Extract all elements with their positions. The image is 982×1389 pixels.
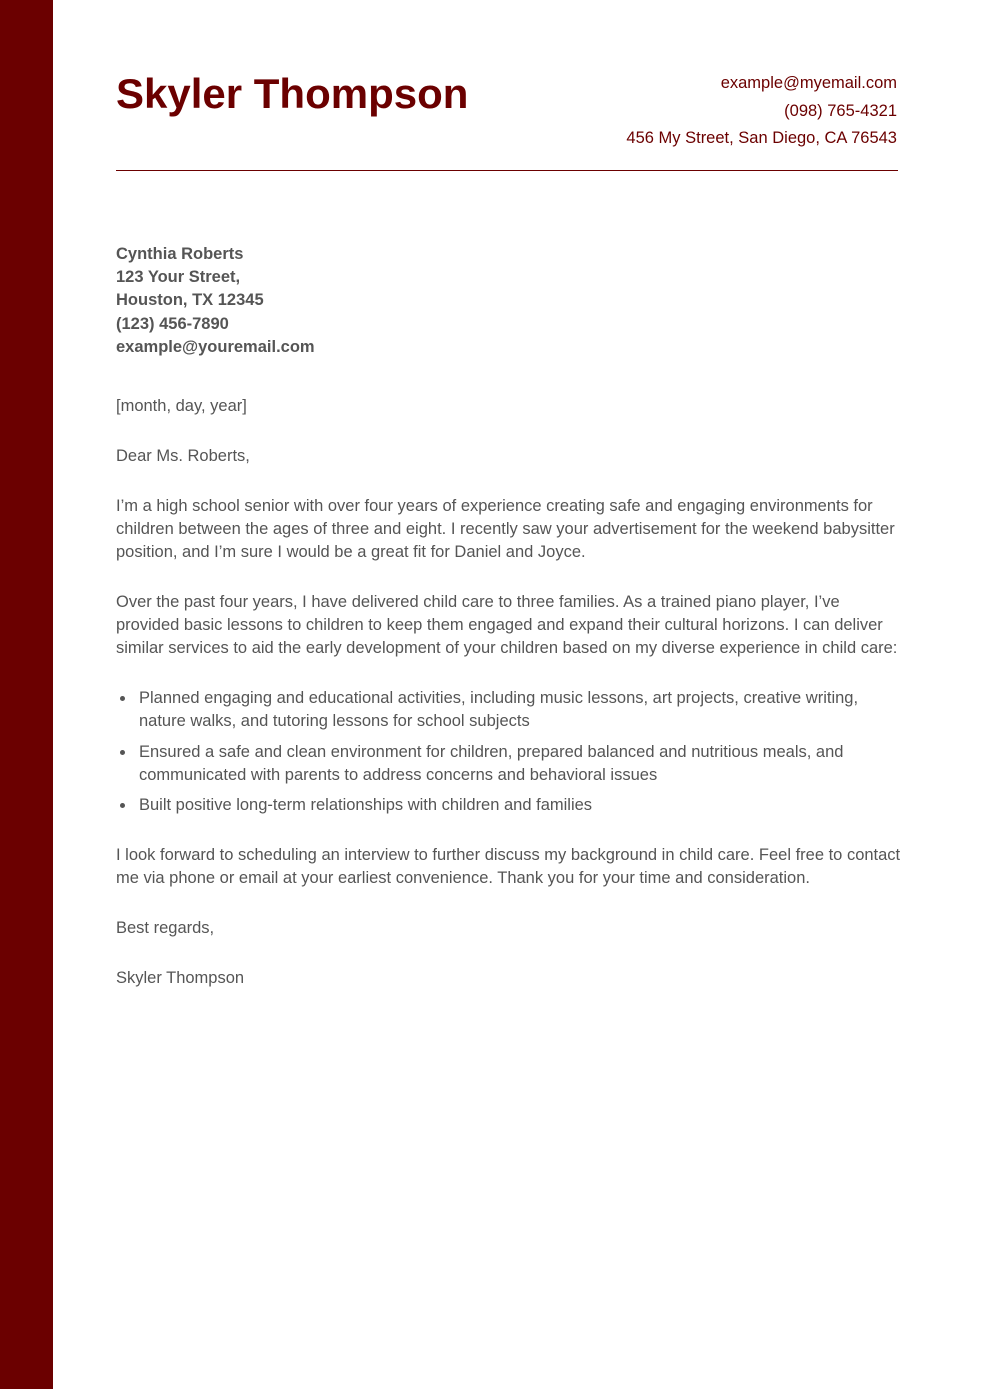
decorative-side-band — [0, 0, 53, 1389]
sender-contact-block — [626, 70, 897, 153]
letter-date: [month, day, year] — [116, 397, 247, 415]
list-item — [139, 741, 906, 787]
list-item-text: Built positive long-term relationships with children and families — [139, 796, 593, 814]
recipient-name: Cynthia Roberts — [116, 245, 244, 263]
letter-body — [116, 395, 906, 990]
bullet-icon — [120, 803, 125, 808]
recipient-block — [116, 243, 315, 359]
list-item — [139, 794, 906, 817]
letter-paragraph-1: I’m a high school senior with over four years of experience creating safe and engaging environments for children between the ages of three and eight. I recently saw your advertisement for the weekend babysitter position, and I’m sure I would be a great fit for Daniel and Joyce. — [116, 497, 895, 561]
list-item — [139, 687, 906, 733]
sender-email: example@myemail.com — [720, 74, 897, 92]
achievements-list — [116, 687, 906, 817]
letter-closing: Best regards, — [116, 919, 215, 937]
recipient-city: Houston, TX 12345 — [116, 291, 264, 310]
letter-signature: Skyler Thompson — [116, 969, 245, 987]
list-item-text: Planned engaging and educational activities, including music lessons, art projects, creative writing, nature walks, and tutoring lessons for school subjects — [139, 689, 859, 730]
bullet-icon — [120, 696, 125, 701]
letter-paragraph-2: Over the past four years, I have delivered child care to three families. As a trained piano player, I’ve provided basic lessons to children to keep them engaged and expand their cultural horizons. I can deliver similar services to aid the early development of your children based on my diverse experience in child care: — [116, 593, 898, 657]
sender-address: 456 My Street, San Diego, CA 76543 — [626, 129, 897, 147]
list-item-text: Ensured a safe and clean environment for children, prepared balanced and nutritious meals, and communicated with parents to address concerns and behavioral issues — [139, 742, 844, 784]
header-divider — [116, 170, 898, 171]
sender-phone: (098) 765-4321 — [784, 101, 897, 120]
recipient-email: example@youremail.com — [116, 337, 315, 356]
letter-salutation: Dear Ms. Roberts, — [116, 447, 250, 465]
letter-paragraph-3: I look forward to scheduling an interview to further discuss my background in child care. Feel free to contact me via phone or email at your earliest convenience. Thank you for your time and consideration. — [116, 846, 901, 887]
bullet-icon — [120, 750, 125, 755]
sender-name: Skyler Thompson — [116, 70, 469, 117]
recipient-street: 123 Your Street, — [116, 268, 241, 287]
recipient-phone: (123) 456-7890 — [116, 314, 229, 333]
